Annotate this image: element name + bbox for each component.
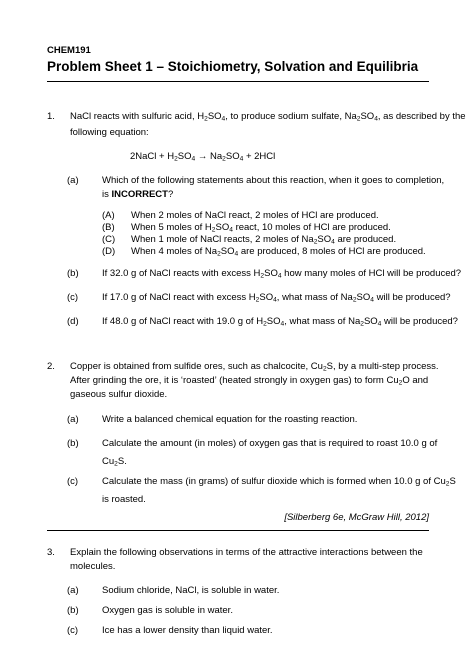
part-c-label: (c) (67, 292, 79, 303)
part-c-question: If 17.0 g of NaCl react with excess $H_2SO_4$, what mass of $Na_2SO_4$ will be produced? (102, 292, 451, 304)
q2-part-c-question-line-2: is roasted. (102, 494, 146, 505)
part-b-label: (b) (67, 268, 79, 279)
q3-part-b-label: (b) (67, 605, 79, 616)
citation: [Silberberg 6e, McGraw Hill, 2012] (284, 512, 429, 523)
q2-part-c-label: (c) (67, 476, 79, 487)
question-2-intro: Copper is obtained from sulfide ores, such as chalcocite, $Cu_2S$, by a multi-step process. (70, 361, 439, 373)
q3-part-c-question: Ice has a lower density than liquid water. (102, 625, 273, 636)
q2-part-c-question: Calculate the mass (in grams) of sulfur dioxide which is formed when 10.0 g of $Cu_2S$ (102, 476, 456, 488)
option-text: When 2 moles of NaCl react, 2 moles of HCl are produced. (131, 210, 379, 221)
question-2-intro-line-2: After grinding the ore, it is ‘roasted’ (heated strongly in oxygen gas) to form $Cu_2O$ and (70, 375, 429, 387)
q2-part-b-label: (b) (67, 438, 79, 449)
option-text: When 4 moles of $Na_2SO_4$ are produced, 8 moles of HCl are produced. (131, 246, 426, 258)
option-label: (C) (102, 234, 116, 245)
option-text: When 1 mole of NaCl reacts, 2 moles of $Na_2SO_4$ are produced. (131, 234, 397, 246)
option-text: When 5 moles of $H_2SO_4$ react, 10 moles of HCl are produced. (131, 222, 391, 234)
question-2-number: 2. (47, 361, 55, 372)
q2-part-a-label: (a) (67, 414, 79, 425)
q3-part-c-label: (c) (67, 625, 79, 636)
option-label: (A) (102, 210, 115, 221)
section-divider (47, 530, 429, 531)
q2-part-a-question: Write a balanced chemical equation for the roasting reaction. (102, 414, 358, 425)
option-label: (D) (102, 246, 116, 257)
part-a-label: (a) (67, 175, 79, 186)
part-d-question: If 48.0 g of NaCl react with 19.0 g of $H_2SO_4$, what mass of $Na_2SO_4$ will be produced? (102, 316, 458, 328)
question-3-intro: Explain the following observations in terms of the attractive interactions between the (70, 547, 423, 558)
question-3-number: 3. (47, 547, 55, 558)
q2-part-b-question: Calculate the amount (in moles) of oxygen gas that is required to roast 10.0 g of (102, 438, 438, 449)
question-3-intro-line-2: molecules. (70, 561, 116, 572)
page-title: Problem Sheet 1 – Stoichiometry, Solvation and Equilibria (47, 59, 419, 74)
question-1-intro: NaCl reacts with sulfuric acid, $H_2SO_4$, to produce sodium sulfate, $Na_2SO_4$, as described by the (70, 111, 466, 123)
q3-part-a-question: Sodium chloride, NaCl, is soluble in water. (102, 585, 280, 596)
part-a-question-line-2: is INCORRECT? (102, 189, 174, 200)
part-b-question: If 32.0 g of NaCl reacts with excess $H_2SO_4$ how many moles of HCl will be produced? (102, 268, 462, 280)
question-1-number: 1. (47, 111, 55, 122)
q2-part-b-question-line-2: $Cu_2S$. (102, 456, 127, 468)
q3-part-b-question: Oxygen gas is soluble in water. (102, 605, 233, 616)
header-divider (47, 81, 429, 82)
question-2-intro-line-3: gaseous sulfur dioxide. (70, 389, 168, 400)
reaction-equation: 2NaCl + $H_2SO_4 \to Na_2SO_4 + 2HCl$ (130, 151, 276, 163)
option-label: (B) (102, 222, 115, 233)
course-code: CHEM191 (47, 45, 91, 56)
question-1-intro-line-2: following equation: (70, 127, 149, 138)
part-d-label: (d) (67, 316, 79, 327)
q3-part-a-label: (a) (67, 585, 79, 596)
part-a-question: Which of the following statements about this reaction, when it goes to completion, (102, 175, 445, 186)
